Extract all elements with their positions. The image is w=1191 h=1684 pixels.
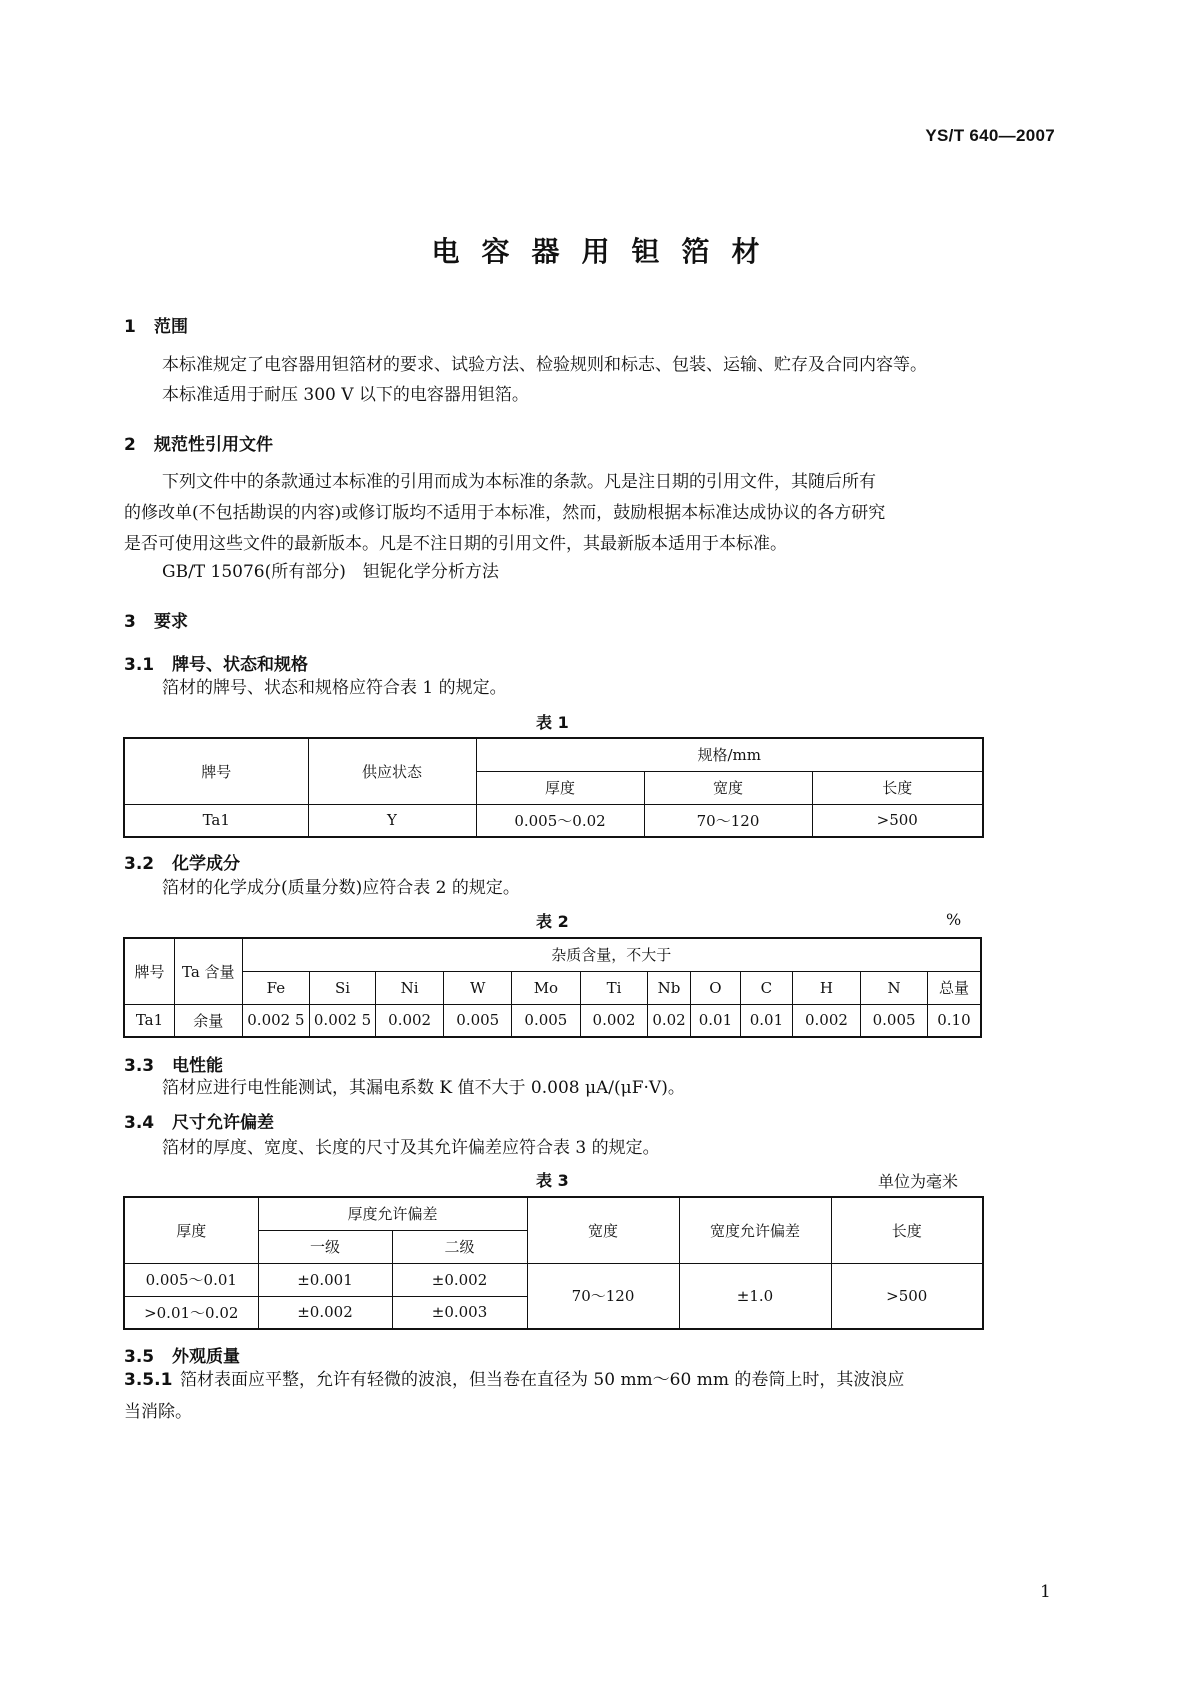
cell-thickness: >0.01～0.02 (124, 1296, 258, 1329)
cell-value: 0.002 (375, 1004, 444, 1037)
header-width: 宽度 (527, 1197, 679, 1263)
section-3-1-paragraph: 箔材的牌号、状态和规格应符合表 1 的规定。 (162, 678, 507, 698)
header-element: Ni (375, 971, 444, 1004)
table-row (124, 1004, 981, 1037)
cell-value: 0.01 (690, 1004, 740, 1037)
header-element: Nb (648, 971, 690, 1004)
cell-width: 70～120 (527, 1263, 679, 1329)
section-title: 牌号、状态和规格 (172, 655, 308, 675)
cell-width: 70～120 (644, 804, 812, 837)
cell-value: 0.002 5 (242, 1004, 310, 1037)
section-number: 3.4 (124, 1113, 155, 1133)
header-grade: 牌号 (124, 738, 308, 804)
header-impurity: 杂质含量，不大于 (242, 938, 981, 971)
header-length: 长度 (812, 771, 983, 804)
standard-code: YS/T 640—2007 (925, 126, 1055, 145)
section-title: 化学成分 (172, 854, 240, 874)
section-3-3-paragraph: 箔材应进行电性能测试，其漏电系数 K 值不大于 0.008 μA/(μF·V)。 (162, 1078, 685, 1098)
cell-value: 0.005 (512, 1004, 581, 1037)
table-2-unit: % (946, 910, 962, 929)
section-3-5-1-line-2: 当消除。 (124, 1402, 192, 1422)
cell-grade-2: ±0.003 (392, 1296, 527, 1329)
header-element: Fe (242, 971, 310, 1004)
table-2 (123, 937, 982, 1038)
cell-grade-1: ±0.002 (258, 1296, 392, 1329)
section-number: 3.2 (124, 854, 155, 874)
section-number: 1 (124, 317, 136, 337)
section-3-4-heading (124, 1108, 274, 1133)
table-3-caption: 表 3 (536, 1171, 569, 1190)
header-element: H (792, 971, 861, 1004)
section-2-paragraph-line-1: 下列文件中的条款通过本标准的引用而成为本标准的条款。凡是注日期的引用文件，其随后所有 (162, 472, 876, 492)
header-total: 总量 (927, 971, 981, 1004)
cell-total: 0.10 (927, 1004, 981, 1037)
table-row (124, 804, 983, 837)
section-title: 外观质量 (172, 1347, 240, 1367)
table-3-unit: 单位为毫米 (878, 1172, 959, 1191)
header-supply-state: 供应状态 (308, 738, 476, 804)
cell-supply-state: Y (308, 804, 476, 837)
section-3-heading (124, 607, 188, 632)
header-length: 长度 (831, 1197, 983, 1263)
cell-thickness: 0.005～0.01 (124, 1263, 258, 1296)
section-1-heading (124, 312, 188, 337)
header-element: O (690, 971, 740, 1004)
header-grade-1: 一级 (258, 1230, 392, 1263)
section-text: 箔材表面应平整，允许有轻微的波浪，但当卷在直径为 50 mm～60 mm 的卷筒上时，其波浪应 (180, 1370, 905, 1390)
section-title: 尺寸允许偏差 (172, 1113, 274, 1133)
section-3-5-1-line-1 (124, 1363, 904, 1397)
cell-value: 0.005 (861, 1004, 928, 1037)
cell-length: >500 (812, 804, 983, 837)
section-3-4-paragraph: 箔材的厚度、宽度、长度的尺寸及其允许偏差应符合表 3 的规定。 (162, 1138, 660, 1158)
cell-grade: Ta1 (124, 804, 308, 837)
table-3 (123, 1196, 984, 1330)
cell-grade: Ta1 (124, 1004, 174, 1037)
section-3-2-paragraph: 箔材的化学成分(质量分数)应符合表 2 的规定。 (162, 878, 520, 898)
cell-grade-2: ±0.002 (392, 1263, 527, 1296)
header-element: Ti (580, 971, 648, 1004)
cell-length: >500 (831, 1263, 983, 1329)
cell-thickness: 0.005～0.02 (476, 804, 644, 837)
table-1-caption: 表 1 (536, 713, 569, 732)
header-element: N (861, 971, 928, 1004)
cell-value: 0.005 (444, 1004, 512, 1037)
cell-ta-content: 余量 (174, 1004, 242, 1037)
section-number: 3 (124, 612, 136, 632)
section-1-paragraph-2: 本标准适用于耐压 300 V 以下的电容器用钽箔。 (162, 385, 529, 405)
header-width-tolerance: 宽度允许偏差 (679, 1197, 831, 1263)
cell-value: 0.02 (648, 1004, 690, 1037)
header-grade: 牌号 (124, 938, 174, 1004)
header-thickness: 厚度 (124, 1197, 258, 1263)
cell-value: 0.002 (580, 1004, 648, 1037)
section-2-heading (124, 430, 273, 455)
header-thickness: 厚度 (476, 771, 644, 804)
cell-value: 0.002 (792, 1004, 861, 1037)
section-1-paragraph-1: 本标准规定了电容器用钽箔材的要求、试验方法、检验规则和标志、包装、运输、贮存及合同内容等。 (162, 355, 927, 375)
header-thickness-tolerance: 厚度允许偏差 (258, 1197, 527, 1230)
section-number: 3.1 (124, 655, 155, 675)
section-title: 范围 (154, 317, 188, 337)
section-number: 3.5 (124, 1347, 155, 1367)
section-title: 规范性引用文件 (154, 435, 273, 455)
cell-grade-1: ±0.001 (258, 1263, 392, 1296)
section-2-paragraph-line-2: 的修改单(不包括勘误的内容)或修订版均不适用于本标准，然而，鼓励根据本标准达成协议的各方研究 (124, 503, 886, 523)
section-number: 2 (124, 435, 136, 455)
header-grade-2: 二级 (392, 1230, 527, 1263)
header-element: W (444, 971, 512, 1004)
table-2-caption: 表 2 (536, 912, 569, 931)
cell-width-tolerance: ±1.0 (679, 1263, 831, 1329)
page-number: 1 (1040, 1582, 1051, 1602)
section-2-paragraph-line-3: 是否可使用这些文件的最新版本。凡是不注日期的引用文件，其最新版本适用于本标准。 (124, 534, 787, 554)
header-ta-content: Ta 含量 (174, 938, 242, 1004)
table-row (124, 1263, 983, 1296)
section-number: 3.3 (124, 1056, 155, 1076)
header-width: 宽度 (644, 771, 812, 804)
section-title: 要求 (154, 612, 188, 632)
header-spec: 规格/mm (476, 738, 983, 771)
cell-value: 0.002 5 (310, 1004, 376, 1037)
section-title: 电性能 (172, 1056, 223, 1076)
section-number: 3.5.1 (124, 1370, 173, 1390)
header-element: Si (310, 971, 376, 1004)
document-title: 电容器用钽箔材 (431, 235, 782, 268)
header-element: C (741, 971, 792, 1004)
cell-value: 0.01 (741, 1004, 792, 1037)
table-1 (123, 737, 984, 838)
normative-reference: GB/T 15076(所有部分) 钽铌化学分析方法 (162, 562, 499, 582)
header-element: Mo (512, 971, 581, 1004)
